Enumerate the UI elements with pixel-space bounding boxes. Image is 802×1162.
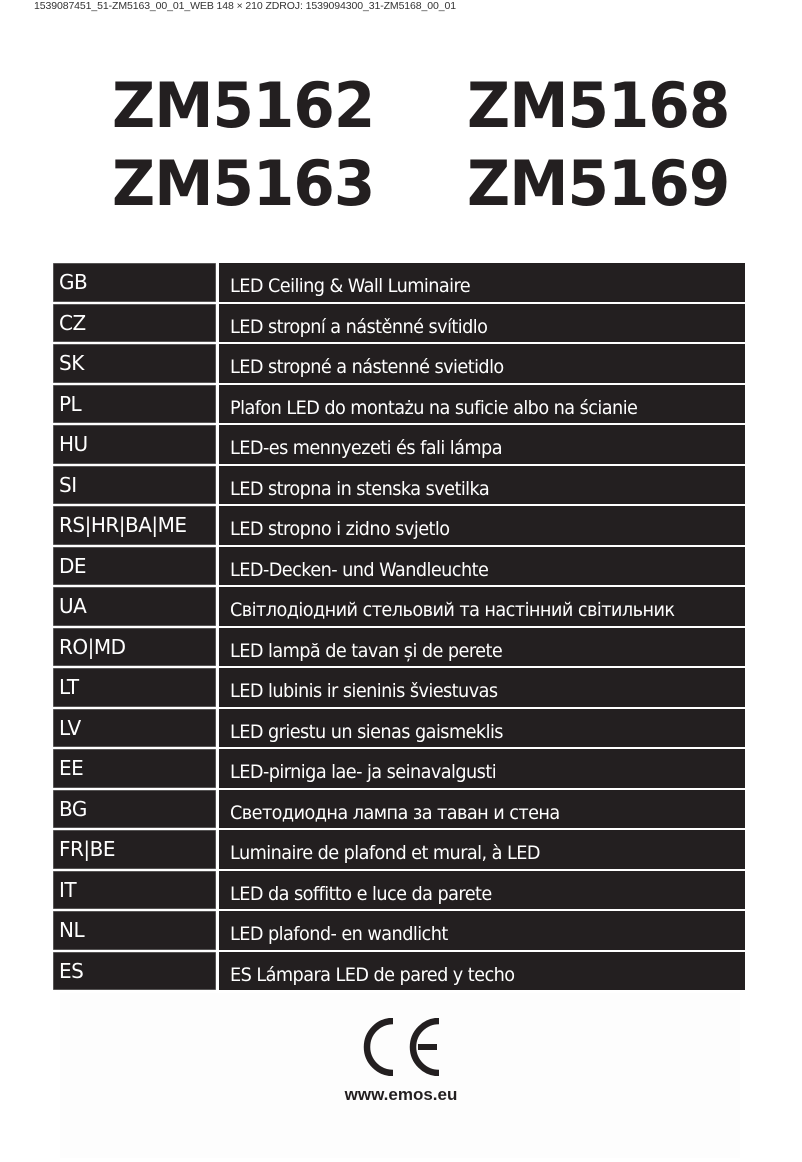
language-code: RS|HR|BA|ME	[53, 506, 219, 545]
product-description: LED stropna in stenska svetilka	[219, 466, 745, 505]
product-description: LED-Decken- und Wandleuchte	[219, 547, 745, 586]
table-row	[53, 587, 745, 628]
product-description: Luminaire de plafond et mural, à LED	[219, 830, 745, 869]
product-description: LED lubinis ir sieninis šviestuvas	[219, 668, 745, 707]
product-description: Світлодіодний стельовий та настінний світильник	[219, 587, 745, 626]
product-description: LED griestu un sienas gaismeklis	[219, 709, 745, 748]
table-row	[53, 628, 745, 669]
ce-mark-icon	[360, 1018, 442, 1076]
product-description: LED lampă de tavan și de perete	[219, 628, 745, 667]
table-row	[53, 709, 745, 750]
language-code: EE	[53, 749, 219, 788]
language-code: GB	[53, 263, 219, 302]
language-code: PL	[53, 385, 219, 424]
product-description: ES Lámpara LED de pared y techo	[219, 952, 745, 991]
table-row	[53, 304, 745, 345]
table-row	[53, 749, 745, 790]
table-row	[53, 344, 745, 385]
product-description: Plafon LED do montażu na suficie albo na ścianie	[219, 385, 745, 424]
language-code: RO|MD	[53, 628, 219, 667]
model-numbers	[112, 69, 730, 220]
table-row	[53, 830, 745, 871]
product-description: LED-es mennyezeti és fali lámpa	[219, 425, 745, 464]
language-code: ES	[53, 952, 219, 991]
model-number: ZM5162	[112, 69, 375, 142]
table-row	[53, 547, 745, 588]
language-code: SK	[53, 344, 219, 383]
product-description: LED stropné a nástenné svietidlo	[219, 344, 745, 383]
product-description: LED-pirniga lae- ja seinavalgusti	[219, 749, 745, 788]
language-code: SI	[53, 466, 219, 505]
table-row	[53, 911, 745, 952]
table-row	[53, 425, 745, 466]
language-code: IT	[53, 871, 219, 910]
product-description: LED da soffitto e luce da parete	[219, 871, 745, 910]
language-code: LV	[53, 709, 219, 748]
language-code: LT	[53, 668, 219, 707]
website-url: www.emos.eu	[344, 1085, 458, 1104]
language-code: DE	[53, 547, 219, 586]
language-code: BG	[53, 790, 219, 829]
language-code: HU	[53, 425, 219, 464]
table-row	[53, 952, 745, 993]
product-description: LED plafond- en wandlicht	[219, 911, 745, 950]
table-row	[53, 790, 745, 831]
table-row	[53, 871, 745, 912]
table-row	[53, 385, 745, 426]
table-row	[53, 466, 745, 507]
table-row	[53, 668, 745, 709]
file-meta-line: 1539087451_51-ZM5163_00_01_WEB 148 × 210 ZDROJ: 1539094300_31-ZM5168_00_01	[34, 0, 456, 12]
table-row	[53, 506, 745, 547]
language-code: CZ	[53, 304, 219, 343]
table-row	[53, 263, 745, 304]
product-description: LED Ceiling & Wall Luminaire	[219, 263, 745, 302]
product-description: LED stropno i zidno svjetlo	[219, 506, 745, 545]
language-code: UA	[53, 587, 219, 626]
model-number: ZM5168	[467, 69, 730, 142]
language-code: FR|BE	[53, 830, 219, 869]
model-number: ZM5163	[112, 147, 375, 220]
product-description: LED stropní a nástěnné svítidlo	[219, 304, 745, 343]
model-number: ZM5169	[467, 147, 730, 220]
product-description: Светодиодна лампа за таван и стена	[219, 790, 745, 829]
language-code: NL	[53, 911, 219, 950]
language-table	[53, 263, 745, 992]
